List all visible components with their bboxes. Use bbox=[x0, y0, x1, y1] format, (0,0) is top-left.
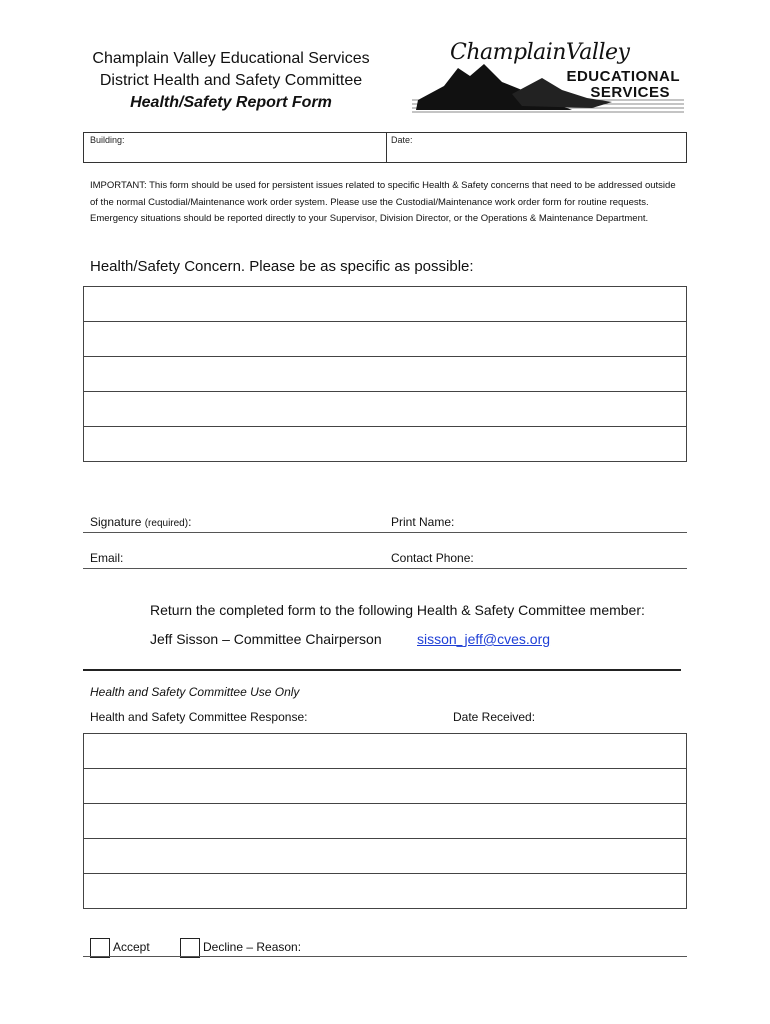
building-field[interactable] bbox=[84, 133, 384, 162]
concern-heading: Health/Safety Concern. Please be as specific as possible: bbox=[90, 258, 474, 275]
response-line[interactable] bbox=[84, 839, 686, 874]
date-label: Date: bbox=[391, 135, 413, 145]
important-notice: IMPORTANT: This form should be used for persistent issues related to specific Health & Safety concerns that need to be addressed outside of the normal Custodial/Maintenance work order system. Please use the Custodial/Maintenance work order form for routine requests. Emergency situations should be reported directly to your Supervisor, Division Director, or the Operations & Maintenance Department. bbox=[90, 180, 676, 224]
signature-line[interactable] bbox=[83, 532, 687, 533]
email-phone-line[interactable] bbox=[83, 568, 687, 569]
decline-reason-line[interactable] bbox=[83, 956, 687, 957]
accept-label: Accept bbox=[113, 940, 150, 954]
return-instructions: Return the completed form to the following Health & Safety Committee member: bbox=[150, 602, 645, 618]
accept-checkbox[interactable] bbox=[90, 938, 110, 958]
signature-colon: : bbox=[188, 515, 192, 529]
logo-script-text: ChamplainValley bbox=[450, 40, 630, 65]
chair-email-link[interactable]: sisson_jeff@cves.org bbox=[417, 631, 551, 647]
date-field[interactable] bbox=[386, 133, 686, 162]
building-label: Building: bbox=[90, 135, 125, 145]
response-line[interactable] bbox=[84, 874, 686, 908]
signature-required: (required) bbox=[144, 518, 189, 529]
decline-checkbox[interactable] bbox=[180, 938, 200, 958]
concern-text-area[interactable] bbox=[83, 286, 687, 462]
logo-word-services: SERVICES bbox=[590, 84, 670, 101]
concern-line[interactable] bbox=[84, 287, 686, 322]
date-received-label: Date Received: bbox=[453, 710, 536, 724]
committee-chair: Jeff Sisson – Committee Chairperson bbox=[150, 631, 382, 647]
decline-label: Decline – Reason: bbox=[203, 940, 302, 954]
concern-line[interactable] bbox=[84, 392, 686, 427]
committee-response-label: Health and Safety Committee Response: bbox=[90, 710, 308, 724]
signature-label bbox=[90, 515, 191, 529]
response-line[interactable] bbox=[84, 804, 686, 839]
logo-word-educational: EDUCATIONAL bbox=[566, 68, 680, 85]
email-label: Email: bbox=[90, 551, 124, 565]
concern-line[interactable] bbox=[84, 427, 686, 461]
response-line[interactable] bbox=[84, 734, 686, 769]
contact-phone-label: Contact Phone: bbox=[391, 551, 474, 565]
header-committee-name: District Health and Safety Committee bbox=[99, 72, 363, 89]
concern-line[interactable] bbox=[84, 357, 686, 392]
response-line[interactable] bbox=[84, 769, 686, 804]
form-title: Health/Safety Report Form bbox=[130, 94, 332, 111]
cves-logo bbox=[412, 38, 690, 120]
response-text-area[interactable] bbox=[83, 733, 687, 909]
committee-use-only-heading: Health and Safety Committee Use Only bbox=[90, 685, 300, 699]
signature-label-text: Signature bbox=[90, 515, 142, 529]
header-org-name: Champlain Valley Educational Services bbox=[92, 50, 370, 67]
concern-line[interactable] bbox=[84, 322, 686, 357]
section-divider bbox=[83, 669, 681, 671]
print-name-label: Print Name: bbox=[391, 515, 455, 529]
